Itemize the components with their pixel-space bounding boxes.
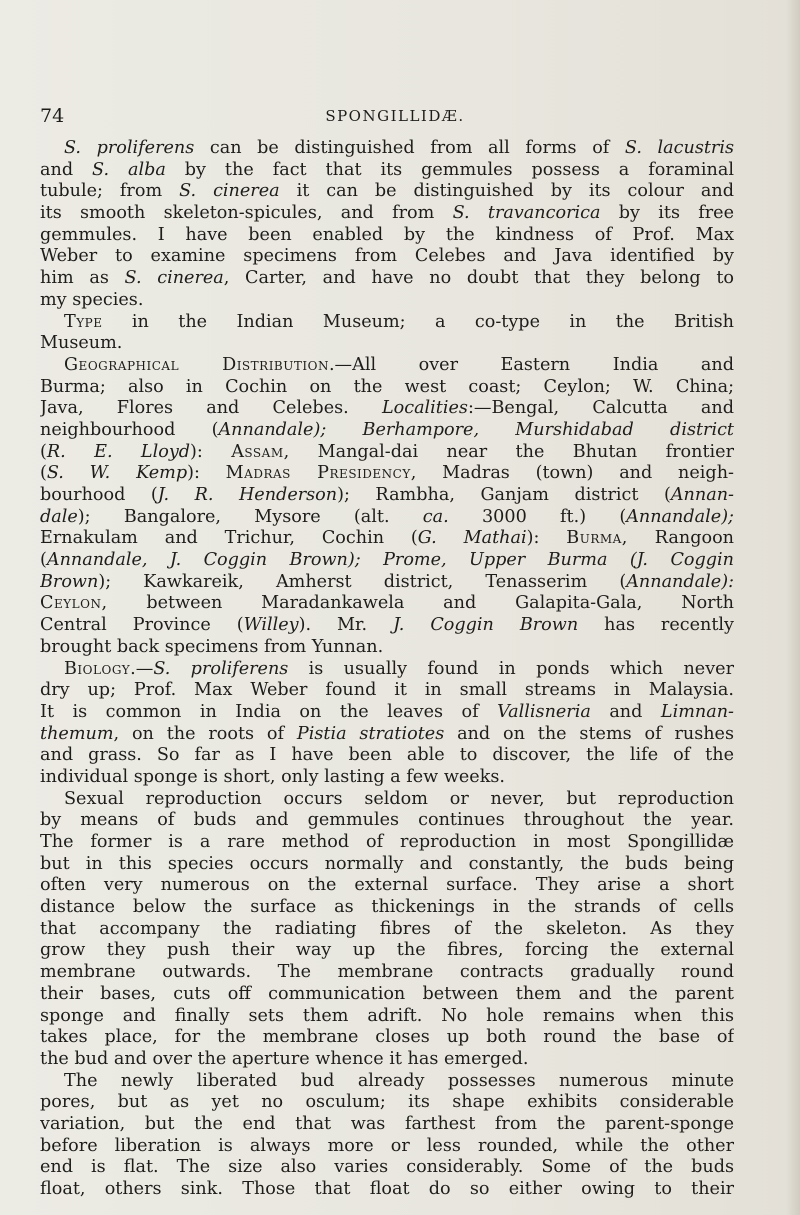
text-line: float, others sink. Those that float do so either owing to their	[40, 1179, 734, 1199]
text-line: Biology.—S. proliferens is usually found in ponds which never	[64, 658, 734, 679]
text-line: the bud and over the aperture whence it has emerged.	[40, 1048, 529, 1069]
text-line: sponge and finally sets them adrift. No hole remains when this	[40, 1005, 734, 1026]
text-line: Ernakulam and Trichur, Cochin (G. Mathai): Burma, Rangoon	[40, 528, 734, 549]
text-line: by means of buds and gemmules continues throughout the year.	[40, 810, 734, 831]
text-line: (Annandale, J. Coggin Brown); Prome, Upper Burma (J. Coggin	[40, 550, 734, 571]
text-line: The newly liberated bud already possesses numerous minute	[64, 1070, 734, 1091]
text-line: its smooth skeleton-spicules, and from S. travancorica by its free	[40, 203, 734, 224]
page-number: 74	[40, 105, 65, 127]
text-line: The former is a rare method of reproduction in most Spongillidæ	[40, 832, 734, 852]
text-line: dale); Bangalore, Mysore (alt. ca. 3000 ft.) (Annandale);	[40, 506, 734, 527]
text-line: membrane outwards. The membrane contracts gradually round	[40, 962, 734, 983]
text-line: Museum.	[40, 333, 123, 354]
text-line: pores, but as yet no osculum; its shape exhibits considerable	[40, 1092, 734, 1113]
text-line: Type in the Indian Museum; a co-type in the British	[64, 311, 734, 332]
text-line: themum, on the roots of Pistia stratiotes and on the stems of rushes	[40, 723, 734, 744]
text-line: and grass. So far as I have been able to discover, the life of the	[40, 745, 734, 766]
text-line: but in this species occurs normally and constantly, the buds being	[40, 853, 734, 874]
text-line: neighbourhood (Annandale); Berhampore, Murshidabad district	[40, 419, 734, 440]
text-line: tubule; from S. cinerea it can be distinguished by its colour and	[40, 181, 734, 202]
text-line: brought back specimens from Yunnan.	[40, 636, 384, 657]
text-line: Central Province (Willey). Mr. J. Coggin Brown has recently	[40, 615, 734, 636]
text-line: variation, but the end that was farthest from the parent-sponge	[40, 1113, 734, 1134]
text-line: dry up; Prof. Max Weber found it in small streams in Malaysia.	[40, 680, 734, 701]
text-line: grow they push their way up the fibres, forcing the external	[40, 940, 734, 961]
text-line: that accompany the radiating fibres of the skeleton. As they	[40, 918, 734, 939]
text-line: (R. E. Lloyd): Assam, Mangal-dai near the Bhutan frontier	[40, 441, 734, 462]
text-line: him as S. cinerea, Carter, and have no doubt that they belong to	[40, 268, 734, 289]
text-line: takes place, for the membrane closes up both round the base of	[40, 1027, 734, 1048]
text-line: It is common in India on the leaves of Vallisneria and Limnan-	[40, 701, 734, 722]
text-line: (S. W. Kemp): Madras Presidency, Madras (town) and neigh-	[40, 463, 734, 484]
running-title: SPONGILLIDÆ.	[325, 107, 465, 125]
text-line: distance below the surface as thickenings in the strands of cells	[40, 897, 734, 918]
body-text	[40, 138, 734, 1201]
text-line: gemmules. I have been enabled by the kindness of Prof. Max	[40, 224, 734, 245]
text-line: and S. alba by the fact that its gemmules possess a foraminal	[40, 159, 734, 180]
text-line: Java, Flores and Celebes. Localities:—Bengal, Calcutta and	[40, 398, 734, 419]
text-line: their bases, cuts off communication between them and the parent	[40, 983, 734, 1004]
text-line: end is flat. The size also varies considerably. Some of the buds	[40, 1157, 734, 1178]
page-header	[40, 104, 740, 128]
text-line: S. proliferens can be distinguished from all forms of S. lacustris	[64, 138, 734, 158]
text-line: my species.	[40, 289, 144, 310]
text-line: Burma; also in Cochin on the west coast; Ceylon; W. China;	[40, 376, 734, 397]
text-line: Weber to examine specimens from Celebes and Java identified by	[40, 246, 734, 267]
text-line: before liberation is always more or less rounded, while the other	[40, 1135, 734, 1156]
text-line: Ceylon, between Maradankawela and Galapita-Gala, North	[40, 593, 734, 614]
text-line: often very numerous on the external surface. They arise a short	[40, 875, 734, 896]
text-line: bourhood (J. R. Henderson); Rambha, Ganjam district (Annan-	[40, 485, 734, 505]
text-line: Sexual reproduction occurs seldom or never, but reproduction	[64, 788, 734, 809]
text-line: Brown); Kawkareik, Amherst district, Tenasserim (Annandale):	[40, 571, 734, 592]
text-line: Geographical Distribution.—All over Eastern India and	[64, 354, 734, 375]
text-line: individual sponge is short, only lasting a few weeks.	[40, 766, 505, 787]
page-edge-shadow	[786, 0, 800, 1215]
